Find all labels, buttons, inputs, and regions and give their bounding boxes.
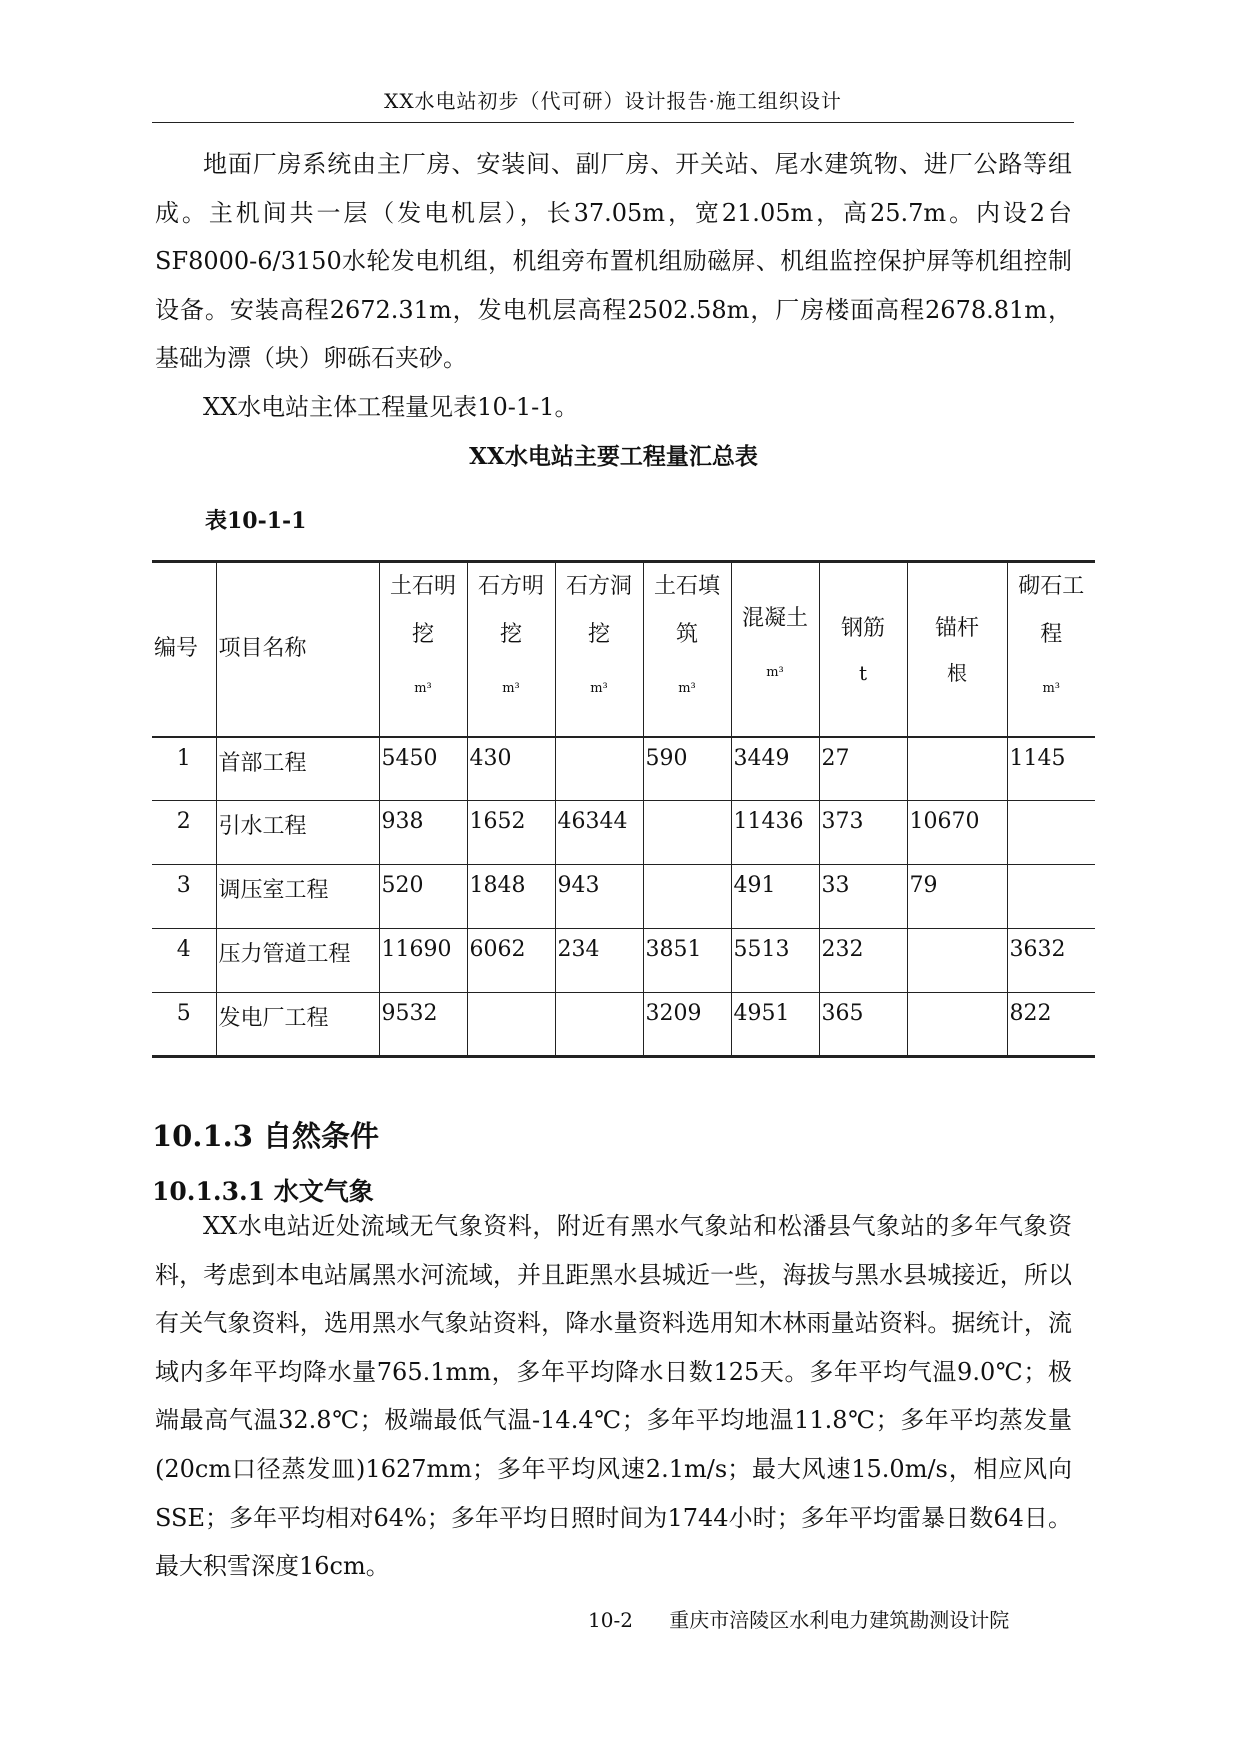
cell-value xyxy=(467,993,555,1057)
cell-value: 232 xyxy=(819,929,907,993)
table-row xyxy=(152,865,1095,929)
cell-value: 943 xyxy=(555,865,643,929)
quantities-table xyxy=(152,560,1095,1058)
cell-value: 79 xyxy=(907,865,1007,929)
cell-name: 引水工程 xyxy=(216,801,379,865)
table-row xyxy=(152,801,1095,865)
cell-value: 6062 xyxy=(467,929,555,993)
col-header-rebar: 钢筋 t xyxy=(819,562,907,737)
col-header-anchor: 锚杆 根 xyxy=(907,562,1007,737)
cell-value: 822 xyxy=(1007,993,1095,1057)
cell-value xyxy=(907,993,1007,1057)
cell-value xyxy=(907,737,1007,801)
cell-value: 1652 xyxy=(467,801,555,865)
cell-value: 1145 xyxy=(1007,737,1095,801)
page-footer xyxy=(588,1604,1009,1633)
cell-name: 首部工程 xyxy=(216,737,379,801)
cell-value: 520 xyxy=(379,865,467,929)
table-row xyxy=(152,993,1095,1057)
cell-value: 3209 xyxy=(643,993,731,1057)
cell-value xyxy=(643,801,731,865)
cell-value: 938 xyxy=(379,801,467,865)
cell-value: 46344 xyxy=(555,801,643,865)
col-header-rock-excavation: 石方明挖 m³ xyxy=(467,562,555,737)
paragraph-powerhouse: 地面厂房系统由主厂房、安装间、副厂房、开关站、尾水建筑物、进厂公路等组成。主机间共一层（发电机层），长37.05m，宽21.05m，高25.7m。内设2台SF8000-6/3150水轮发电机组，机组旁布置机组励磁屏、机组监控保护屏等机组控制设备。安装高程2672.31m，发电机层高程2502.58m，厂房楼面高程2678.81m，基础为漂（块）卵砾石夹砂。 xyxy=(155,150,1072,373)
cell-id: 5 xyxy=(152,993,216,1057)
cell-value xyxy=(643,865,731,929)
table-row xyxy=(152,737,1095,801)
table-number: 表10-1-1 xyxy=(205,508,307,534)
cell-value xyxy=(907,929,1007,993)
cell-name: 压力管道工程 xyxy=(216,929,379,993)
cell-name: 调压室工程 xyxy=(216,865,379,929)
col-header-concrete: 混凝土 m³ xyxy=(731,562,819,737)
section-heading: 10.1.3 自然条件 xyxy=(152,1119,380,1153)
table-title: XX水电站主要工程量汇总表 xyxy=(469,443,758,470)
paragraph-table-reference: XX水电站主体工程量见表10-1-1。 xyxy=(203,393,579,421)
cell-value: 11690 xyxy=(379,929,467,993)
col-header-tunnel-excavation: 石方洞挖 m³ xyxy=(555,562,643,737)
cell-value xyxy=(555,993,643,1057)
cell-id: 3 xyxy=(152,865,216,929)
cell-id: 4 xyxy=(152,929,216,993)
cell-value: 10670 xyxy=(907,801,1007,865)
cell-name: 发电厂工程 xyxy=(216,993,379,1057)
cell-value: 1848 xyxy=(467,865,555,929)
cell-value: 3851 xyxy=(643,929,731,993)
cell-value: 27 xyxy=(819,737,907,801)
table-row xyxy=(152,929,1095,993)
paragraph-climate: XX水电站近处流域无气象资料，附近有黑水气象站和松潘县气象站的多年气象资料，考虑到本电站属黑水河流域，并且距黑水县城近一些，海拔与黑水县城接近，所以有关气象资料，选用黑水气象站资料，降水量资料选用知木林雨量站资料。据统计，流域内多年平均降水量765.1mm，多年平均降水日数125天。多年平均气温9.0℃；极端最高气温32.8℃；极端最低气温-14.4℃；多年平均地温11.8℃；多年平均蒸发量(20cm口径蒸发皿)1627mm；多年平均风速2.1m/s；最大风速15.0m/s，相应风向SSE；多年平均相对64%；多年平均日照时间为1744小时；多年平均雷暴日数64日。最大积雪深度16cm。 xyxy=(155,1212,1072,1581)
cell-value xyxy=(555,737,643,801)
cell-value: 365 xyxy=(819,993,907,1057)
cell-value: 373 xyxy=(819,801,907,865)
cell-id: 1 xyxy=(152,737,216,801)
cell-value: 5450 xyxy=(379,737,467,801)
cell-value: 9532 xyxy=(379,993,467,1057)
cell-value: 590 xyxy=(643,737,731,801)
cell-id: 2 xyxy=(152,801,216,865)
col-header-fill: 土石填筑 m³ xyxy=(643,562,731,737)
cell-value: 491 xyxy=(731,865,819,929)
cell-value xyxy=(1007,865,1095,929)
cell-value: 11436 xyxy=(731,801,819,865)
cell-value: 430 xyxy=(467,737,555,801)
page-number: 10-2 xyxy=(588,1608,633,1632)
col-header-name: 项目名称 xyxy=(216,562,379,737)
cell-value: 5513 xyxy=(731,929,819,993)
col-header-masonry: 砌石工程 m³ xyxy=(1007,562,1095,737)
organization-name: 重庆市涪陵区水利电力建筑勘测设计院 xyxy=(669,1608,1010,1632)
cell-value: 3632 xyxy=(1007,929,1095,993)
cell-value: 234 xyxy=(555,929,643,993)
table-header-row xyxy=(152,562,1095,737)
col-header-earth-excavation: 土石明挖 m³ xyxy=(379,562,467,737)
cell-value xyxy=(1007,801,1095,865)
subsection-heading: 10.1.3.1 水文气象 xyxy=(152,1177,374,1206)
page-header: XX水电站初步（代可研）设计报告·施工组织设计 xyxy=(152,86,1074,123)
cell-value: 3449 xyxy=(731,737,819,801)
cell-value: 33 xyxy=(819,865,907,929)
col-header-id: 编号 xyxy=(152,562,216,737)
cell-value: 4951 xyxy=(731,993,819,1057)
